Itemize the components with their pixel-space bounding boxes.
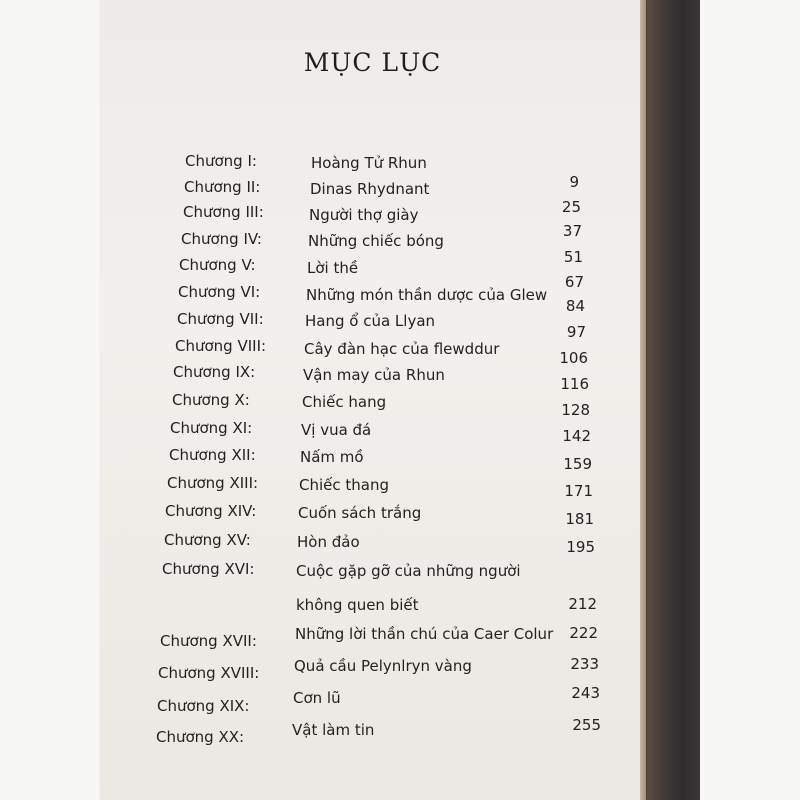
chapter-title-5: Lời thề (307, 259, 359, 277)
chapter-title-13: Chiếc thang (299, 476, 389, 494)
chapter-label-6: Chương VI: (178, 283, 261, 301)
chapter-page-14: 181 (565, 510, 594, 528)
chapter-title-4: Những chiếc bóng (308, 232, 444, 250)
chapter-title-2: Dinas Rhydnant (310, 180, 430, 198)
chapter-page-1: 9 (569, 173, 579, 191)
chapter-title-10: Chiếc hang (302, 393, 387, 411)
chapter-page-2: 25 (561, 198, 581, 216)
chapter-page-17: 222 (569, 624, 598, 642)
chapter-page-15: 195 (566, 538, 595, 556)
chapter-page-8: 106 (559, 349, 588, 367)
chapter-title-16: Cuộc gặp gỡ của những người (296, 562, 521, 580)
chapter-label-2: Chương II: (184, 178, 261, 196)
chapter-title-12: Nấm mồ (300, 448, 364, 466)
chapter-label-13: Chương XIII: (167, 474, 259, 492)
chapter-title-20: Vật làm tin (292, 721, 375, 739)
book-cover-edge (640, 0, 700, 800)
chapter-title-19: Cơn lũ (293, 689, 341, 707)
chapter-page-7: 97 (566, 323, 586, 341)
chapter-page-20: 255 (572, 716, 601, 734)
chapter-page-19: 243 (571, 684, 600, 702)
background-left (0, 0, 100, 800)
page-title: MỤC LỤC (303, 48, 442, 77)
chapter-page-10: 128 (561, 401, 590, 419)
chapter-page-11: 142 (562, 427, 591, 445)
chapter-label-20: Chương XX: (156, 728, 245, 746)
chapter-page-9: 116 (560, 375, 589, 393)
chapter-label-1: Chương I: (185, 152, 257, 170)
chapter-label-16: Chương XVI: (162, 560, 255, 578)
chapter-label-14: Chương XIV: (165, 502, 257, 520)
chapter-label-4: Chương IV: (181, 230, 262, 248)
chapter-label-3: Chương III: (183, 203, 264, 221)
chapter-title-7: Hang ổ của Llyan (305, 312, 436, 330)
chapter-label-15: Chương XV: (164, 531, 251, 549)
chapter-page-6: 84 (565, 297, 585, 315)
chapter-page-4: 51 (563, 248, 583, 266)
chapter-page-16: 212 (568, 595, 597, 613)
chapter-title-11: Vị vua đá (301, 421, 372, 439)
book-page (100, 0, 645, 800)
page-edge (640, 0, 646, 800)
chapter-title-18: Quả cầu Pelynlryn vàng (294, 657, 472, 675)
chapter-page-12: 159 (563, 455, 592, 473)
background-right (700, 0, 800, 800)
chapter-title-6: Những món thần dược của Glew (306, 286, 548, 304)
chapter-label-5: Chương V: (179, 256, 256, 274)
chapter-page-5: 67 (564, 273, 584, 291)
chapter-label-19: Chương XIX: (157, 697, 250, 715)
chapter-label-9: Chương IX: (173, 363, 256, 381)
chapter-title-9: Vận may của Rhun (303, 366, 445, 384)
chapter-title-16-continued: không quen biết (296, 596, 419, 614)
chapter-title-14: Cuốn sách trắng (298, 504, 422, 522)
chapter-title-15: Hòn đảo (297, 533, 360, 551)
chapter-page-13: 171 (564, 482, 593, 500)
chapter-label-8: Chương VIII: (175, 337, 267, 355)
chapter-label-12: Chương XII: (169, 446, 256, 464)
chapter-title-3: Người thợ giày (309, 206, 419, 224)
chapter-page-3: 37 (562, 222, 582, 240)
chapter-title-17: Những lời thần chú của Caer Colur (295, 625, 554, 643)
chapter-label-10: Chương X: (172, 391, 250, 409)
chapter-page-18: 233 (570, 655, 599, 673)
chapter-label-7: Chương VII: (177, 310, 264, 328)
chapter-label-11: Chương XI: (170, 419, 253, 437)
chapter-title-8: Cây đàn hạc của flewddur (304, 340, 500, 358)
chapter-title-1: Hoàng Tử Rhun (311, 154, 427, 172)
chapter-label-17: Chương XVII: (160, 632, 257, 650)
chapter-label-18: Chương XVIII: (158, 664, 260, 682)
